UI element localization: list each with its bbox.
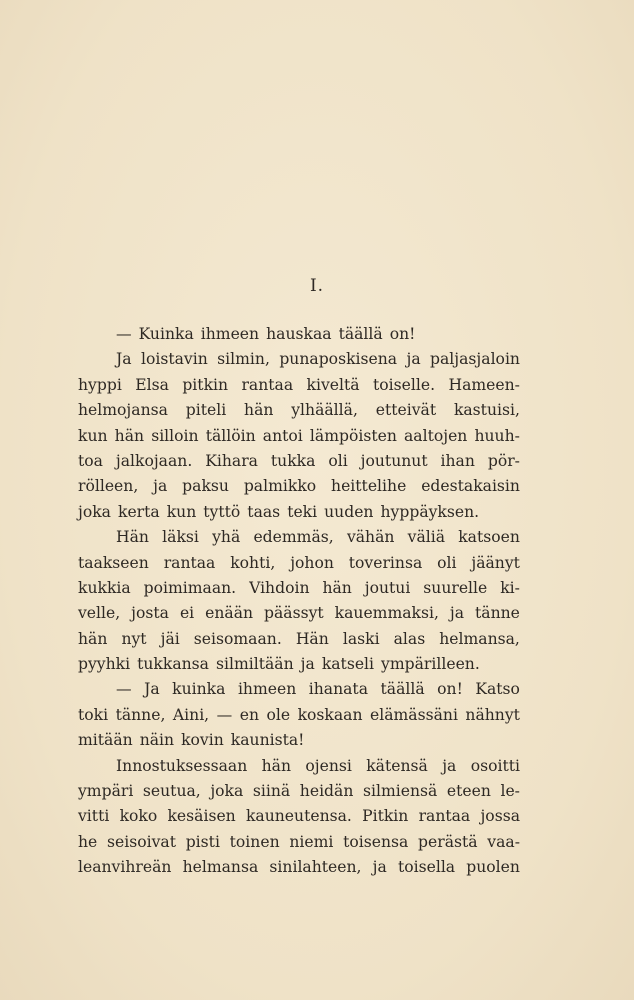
text-line: hyppi Elsa pitkin rantaa kiveltä toiselle. Hameen- [78,375,520,394]
text-line: velle, josta ei enään päässyt kauemmaksi, ja tänne [78,604,520,623]
text-line: Ja loistavin silmin, punaposkisena ja paljasjaloin [116,350,520,369]
text-line: toki tänne, Aini, — en ole koskaan elämässäni nähnyt [78,705,520,724]
text-line: ympäri seutua, joka siinä heidän silmiensä eteen le- [78,782,520,801]
text-line: rölleen, ja paksu palmikko heittelihe edestakaisin [78,477,520,496]
text-line: hän nyt jäi seisomaan. Hän laski alas helmansa, [78,629,520,648]
text-line: joka kerta kun tyttö taas teki uuden hyppäyksen. [78,502,480,521]
text-line: — Ja kuinka ihmeen ihanata täällä on! Katso [116,680,520,699]
text-line: leanvihreän helmansa sinilahteen, ja toisella puolen [78,858,520,877]
text-line: kukkia poimimaan. Vihdoin hän joutui suurelle ki- [78,578,520,597]
text-line: toa jalkojaan. Kihara tukka oli joutunut ihan pör- [78,451,520,470]
text-line: he seisoivat pisti toinen niemi toisensa perästä vaa- [78,832,520,851]
text-line: vitti koko kesäisen kauneutensa. Pitkin rantaa jossa [78,807,520,826]
text-line: helmojansa piteli hän ylhäällä, etteivät kastuisi, [78,401,520,420]
text-line: taakseen rantaa kohti, johon toverinsa oli jäänyt [78,553,520,572]
body-text [78,322,520,881]
text-line: kun hän silloin tällöin antoi lämpöisten aaltojen huuh- [78,426,520,445]
text-line: Innostuksessaan hän ojensi kätensä ja osoitti [116,756,520,775]
text-line: mitään näin kovin kaunista! [78,731,305,750]
text-line: — Kuinka ihmeen hauskaa täällä on! [116,325,416,343]
text-line: pyyhki tukkansa silmiltään ja katseli ympärilleen. [78,655,480,674]
text-line: Hän läksi yhä edemmäs, vähän väliä katsoen [116,528,520,547]
chapter-heading: I. [309,276,325,296]
